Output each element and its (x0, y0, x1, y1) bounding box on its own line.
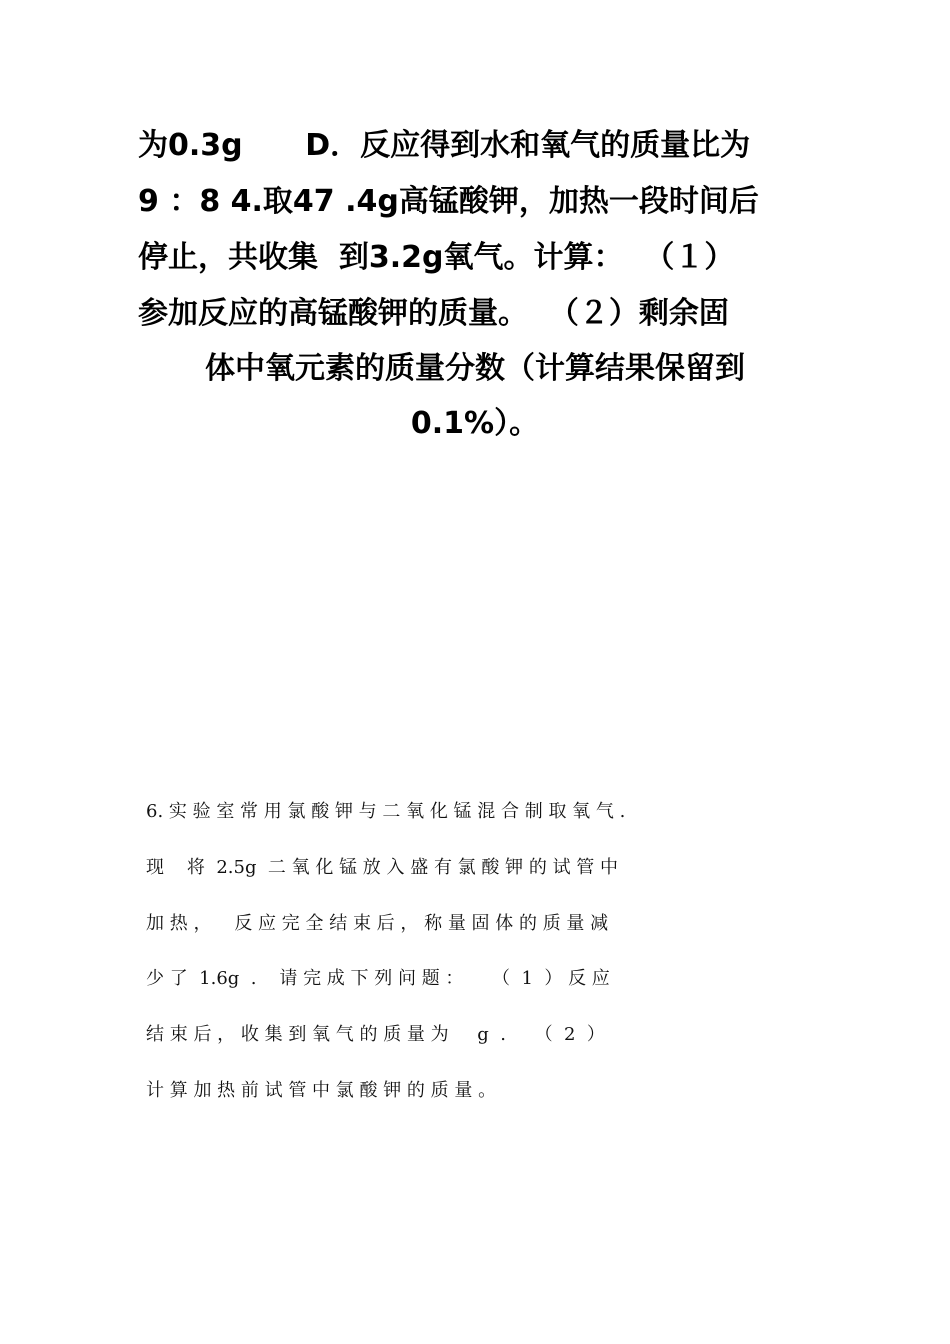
problem-text-line-1: 为0.3g D．反应得到水和氧气的质量比为 (138, 128, 751, 163)
problem-text-line-3: 停止，共收集 到3.2g氧气。计算： （１） (138, 240, 735, 275)
problem-text-line-6: 0.1%）。 (410, 406, 540, 441)
question6-line-3: 加 热 ， 反 应 完 全 结 束 后 ， 称 量 固 体 的 质 量 减 (146, 913, 609, 934)
problem-text-line-5: 体中氧元素的质量分数（计算结果保留到 (205, 351, 745, 386)
question6-line-4: 少 了 1.6g . 请 完 成 下 列 问 题 ： （ 1 ） 反 应 (146, 968, 610, 989)
question6-line-5: 结 束 后 ， 收 集 到 氧 气 的 质 量 为 g . （ 2 ） (146, 1024, 605, 1045)
question6-line-2: 现 将 2.5g 二 氧 化 锰 放 入 盛 有 氯 酸 钾 的 试 管 中 (146, 857, 619, 878)
question6-line-6: 计 算 加 热 前 试 管 中 氯 酸 钾 的 质 量 。 (146, 1080, 497, 1101)
problem-text-line-4: 参加反应的高锰酸钾的质量。 （２）剩余固 (138, 296, 729, 331)
problem-text-line-2: 9 ：8 4.取47 .4g高锰酸钾，加热一段时间后 (138, 184, 759, 219)
question6-line-1: 6. 实 验 室 常 用 氯 酸 钾 与 二 氧 化 锰 混 合 制 取 氧 气 . (146, 801, 626, 822)
